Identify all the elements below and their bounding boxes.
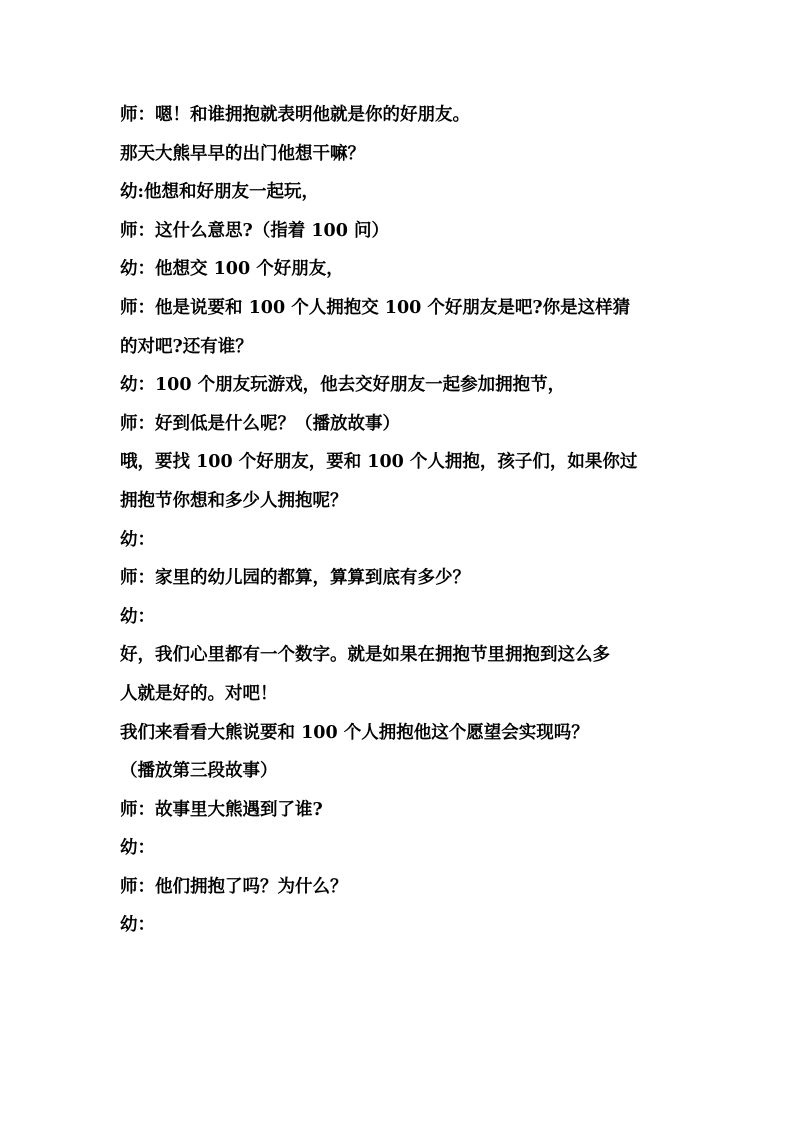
- text-line: 好，我们心里都有一个数字。就是如果在拥抱节里拥抱到这么多: [120, 645, 610, 666]
- text-line: 那天大熊早早的出门他想干嘛？: [120, 143, 365, 164]
- text-line: （播放第三段故事）: [120, 761, 278, 782]
- text-line: 幼：: [120, 915, 155, 936]
- text-line: 幼：他想交 100 个好朋友，: [120, 259, 344, 280]
- text-line: 幼：: [120, 529, 155, 550]
- text-line: 拥抱节你想和多少人拥抱呢？: [120, 490, 348, 511]
- text-line: 我们来看看大熊说要和 100 个人拥抱他这个愿望会实现吗？: [120, 722, 589, 743]
- text-line: 哦，要找 100 个好朋友，要和 100 个人拥抱，孩子们，如果你过: [120, 452, 638, 473]
- document-body: [120, 96, 680, 945]
- text-line: 幼：100 个朋友玩游戏，他去交好朋友一起参加拥抱节，: [120, 375, 566, 396]
- text-line: 师：这什么意思?（指着 100 问）: [120, 220, 389, 241]
- text-line: 人就是好的。对吧！: [120, 683, 278, 704]
- text-line: 的对吧?还有谁？: [120, 336, 253, 357]
- text-line: 师：好到低是什么呢？（播放故事）: [120, 413, 400, 434]
- text-line: 师：故事里大熊遇到了谁?: [120, 799, 323, 820]
- text-line: 幼:他想和好朋友一起玩，: [120, 182, 319, 203]
- text-line: 师：嗯！和谁拥抱就表明他就是你的好朋友。: [120, 105, 470, 125]
- text-line: 师：家里的幼儿园的都算，算算到底有多少？: [120, 568, 470, 589]
- text-line: 师：他们拥抱了吗？为什么？: [120, 876, 348, 897]
- text-line: 幼：: [120, 606, 155, 627]
- text-line: 师：他是说要和 100 个人拥抱交 100 个好朋友是吧?你是这样猜: [120, 297, 631, 318]
- text-line: 幼：: [120, 838, 155, 859]
